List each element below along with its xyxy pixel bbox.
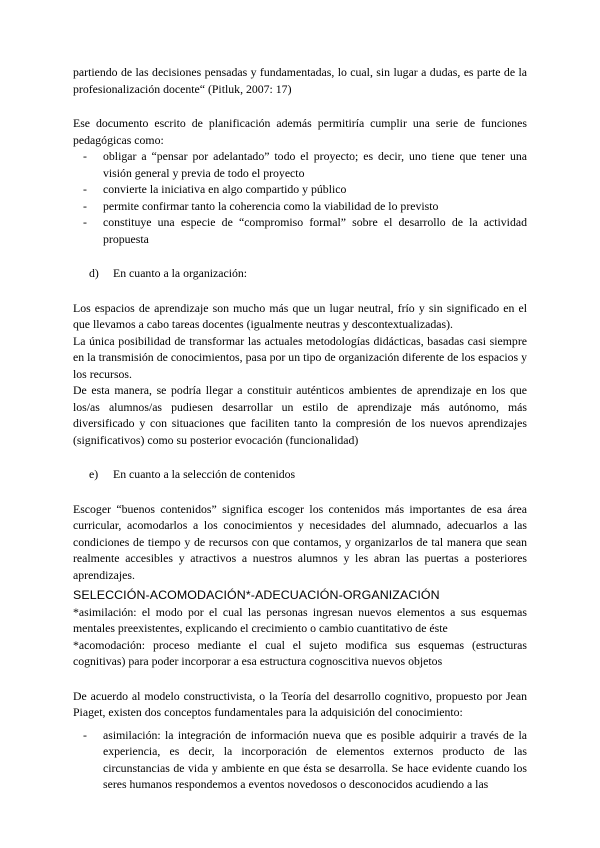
selection-paragraph: Escoger “buenos contenidos” significa escoger los contenidos más importantes de esa área curricular, acomodarlos a los conocimientos y necesidades del alumnado, adecuarlos a las condiciones de tiempo y de recursos con que contamos, y organizarlos de tal manera que sean realmente accesibles y atractivos a nuestros alumnos y les abran las puertas a posteriores aprendizajes. (73, 501, 527, 582)
definition-asimilacion: *asimilación: el modo por el cual las personas ingresan nuevos elementos a sus esquemas mentales preexistentes, explicando el crecimiento o cambio cuantitativo de éste (73, 604, 527, 635)
organization-paragraph: La única posibilidad de transformar las actuales metodologías didácticas, basadas casi siempre en la transmisión de conocimientos, pasa por un tipo de organización diferente de los espacios y los recursos. (73, 333, 527, 381)
section-d-heading (73, 265, 527, 282)
list-item: - obligar a “pensar por adelantado” todo el proyecto; es decir, uno tiene que tener una visión general y previa de todo el proyecto (73, 148, 527, 181)
section-title: En cuanto a la organización: (113, 266, 248, 280)
section-e-heading (73, 466, 527, 483)
section-number: e) (89, 467, 99, 481)
list-item: - permite confirmar tanto la coherencia como la viabilidad de lo previsto (73, 198, 527, 215)
list-item: - constituye una especie de “compromiso formal” sobre el desarrollo de la actividad propuesta (73, 214, 527, 247)
definition-acomodacion: *acomodación: proceso mediante el cual el sujeto modifica sus esquemas (estructuras cognitivas) para poder incorporar a esa estructura cognoscitiva nuevos objetos (73, 637, 527, 668)
functions-list (73, 148, 527, 247)
section-heading: SELECCIÓN-ACOMODACIÓN*-ADECUACIÓN-ORGANIZACIÓN (73, 588, 440, 602)
page-content (73, 64, 527, 793)
list-item: - asimilación: la integración de información nueva que es posible adquirir a través de la experiencia, es decir, la incorporación de elementos externos producto de las circunstancias de vida y ambiente en que ésta se desarrolla. Se hace evidente cuando los seres humanos respondemos a eventos novedosos o desconocidos acudiendo a las (73, 727, 527, 793)
intro-paragraph: partiendo de las decisiones pensadas y fundamentadas, lo cual, sin lugar a dudas, es parte de la profesionalización docente“ (Pitluk, 2007: 17) (73, 65, 527, 96)
list-item: - convierte la iniciativa en algo compartido y público (73, 181, 527, 198)
organization-paragraph: De esta manera, se podría llegar a constituir auténticos ambientes de aprendizaje en los que los/as alumnos/as pudiesen desarrollar un estilo de aprendizaje más autónomo, más diversificado y con situaciones que faciliten tanto la compresión de los nuevos aprendizajes (significativos) como su posterior evocación (funcionalidad) (73, 383, 527, 447)
piaget-list (73, 727, 527, 793)
section-number: d) (89, 266, 99, 280)
functions-intro: Ese documento escrito de planificación además permitiría cumplir una serie de funciones pedagógicas como: (73, 116, 527, 147)
organization-paragraph: Los espacios de aprendizaje son mucho más que un lugar neutral, frío y sin significado en el que llevamos a cabo tareas docentes (igualmente neutras y descontextualizadas). (73, 300, 527, 331)
section-title: En cuanto a la selección de contenidos (113, 467, 296, 481)
piaget-paragraph: De acuerdo al modelo constructivista, o la Teoría del desarrollo cognitivo, propuesto por Jean Piaget, existen dos conceptos fundamentales para la adquisición del conocimiento: (73, 688, 527, 719)
